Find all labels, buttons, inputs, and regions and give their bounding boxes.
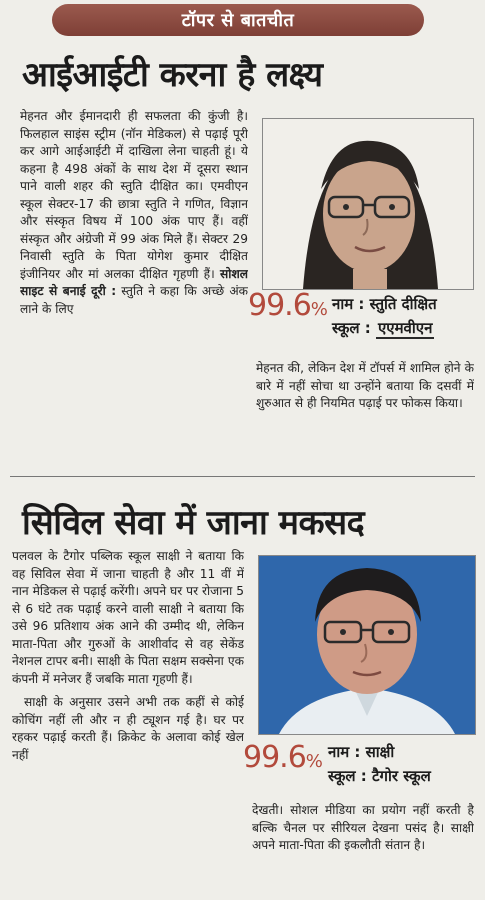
story2-school-value: टैगोर स्कूल <box>371 767 431 785</box>
story1-school-label: स्कूल : <box>332 319 371 337</box>
section-banner-title: टॉपर से बातचीत <box>181 10 295 31</box>
story2-name-value: साक्षी <box>365 743 395 761</box>
story1-tail-text: स्तुति ने कहा कि अच्छे अंक लाने के लिए <box>20 284 248 316</box>
story1-percentage-sign: % <box>310 299 327 320</box>
story1-school-row <box>332 316 437 340</box>
story2-headline: सिविल सेवा में जाना मकसद <box>22 503 365 543</box>
story2-percentage <box>243 740 322 775</box>
story1-name-row <box>332 292 437 316</box>
story1-headline: आईआईटी करना है लक्ष्य <box>22 55 323 95</box>
story2-portrait-photo <box>258 555 476 735</box>
story1-name-label: नाम : <box>332 295 365 313</box>
story2-percentage-value: 99.6 <box>243 740 306 775</box>
story1-subhead: सोशल साइट से बनाई दूरी : <box>20 266 248 298</box>
story1-portrait-photo <box>262 118 474 290</box>
story2-right-text: देखती। सोशल मीडिया का प्रयोग नहीं करती है बल्कि चैनल पर सीरियल देखना पसंद है। साक्षी अपने माता-पिता की इकलौती संतान है। <box>252 803 474 852</box>
story1-school-value: एएमवीएन <box>377 319 433 337</box>
section-banner <box>52 4 424 36</box>
story1-percentage-value: 99.6 <box>248 288 311 323</box>
story2-info-block <box>328 740 431 788</box>
story1-left-column <box>20 108 248 458</box>
story2-percentage-sign: % <box>305 751 322 772</box>
story1-right-text: मेहनत की, लेकिन देश में टॉपर्स में शामिल होने के बारे में नहीं सोचा था उन्होंने बताया कि दसवीं में शुरुआत से ही नियमित पढ़ाई पर फोकस किया। <box>256 361 474 410</box>
story2-school-label: स्कूल : <box>328 767 367 785</box>
story1-info-block <box>332 292 437 340</box>
story1-lead-text: मेहनत और ईमानदारी ही सफलता की कुंजी है। फिलहाल साइंस स्ट्रीम (नॉन मेडिकल) से पढ़ाई पूरी कर आगे आईआईटी में दाखिला लेना चाहती हूं। ये कहना है 498 अंकों के साथ देश में दूसरा स्थान पाने वाली शहर की स्तुति दीक्षित का। एमवीएन स्कूल सेक्टर-17 की छात्रा स्तुति ने गणित, विज्ञान और संस्कृत विषय में 100 अंक पाए हैं। वहीं संस्कृत और अंग्रेजी में 99 अंक मिले हैं। सेक्टर 29 निवासी स्तुति के पिता योगेश कुमार दीक्षित इंजीनियर और मां अलका दीक्षित गृहणी हैं। <box>20 109 248 281</box>
story1-percentage <box>248 288 327 323</box>
story2-left-column <box>12 548 244 893</box>
story2-portrait-illustration <box>259 556 475 734</box>
story2-paragraph-1: पलवल के टैगोर पब्लिक स्कूल साक्षी ने बताया कि वह सिविल सेवा में जाना चाहती है और 11 वीं में नान मेडिकल से पढ़ाई करेंगी। अपने घर पर रोजाना 5 से 6 घंटे तक पढ़ाई करने वाली साक्षी ने बताया कि उसे 96 प्रतिशाय अंक आने की उम्मीद थी, लेकिन माता-पिता और गुरुओं के आशीर्वाद से वह सेकेंड नेशनल टापर बनी। साक्षी के पिता सक्षम सक्सेना एक कंपनी में मनेजर हैं जबकि माता गृहणी हैं। <box>12 549 244 686</box>
story1-name-value: स्तुति दीक्षित <box>369 295 437 313</box>
story2-school-row <box>328 764 431 788</box>
story2-name-label: नाम : <box>328 743 361 761</box>
story2-name-row <box>328 740 431 764</box>
section-divider <box>10 476 475 477</box>
story1-portrait-illustration <box>263 119 473 289</box>
story2-paragraph-2: साक्षी के अनुसार उसने अभी तक कहीं से कोई कोचिंग नहीं ली और न ही ट्यूशन गई है। घर पर रहकर पढ़ाई करती हैं। क्रिकेट के अलावा कोई खेल नहीं <box>12 695 244 762</box>
